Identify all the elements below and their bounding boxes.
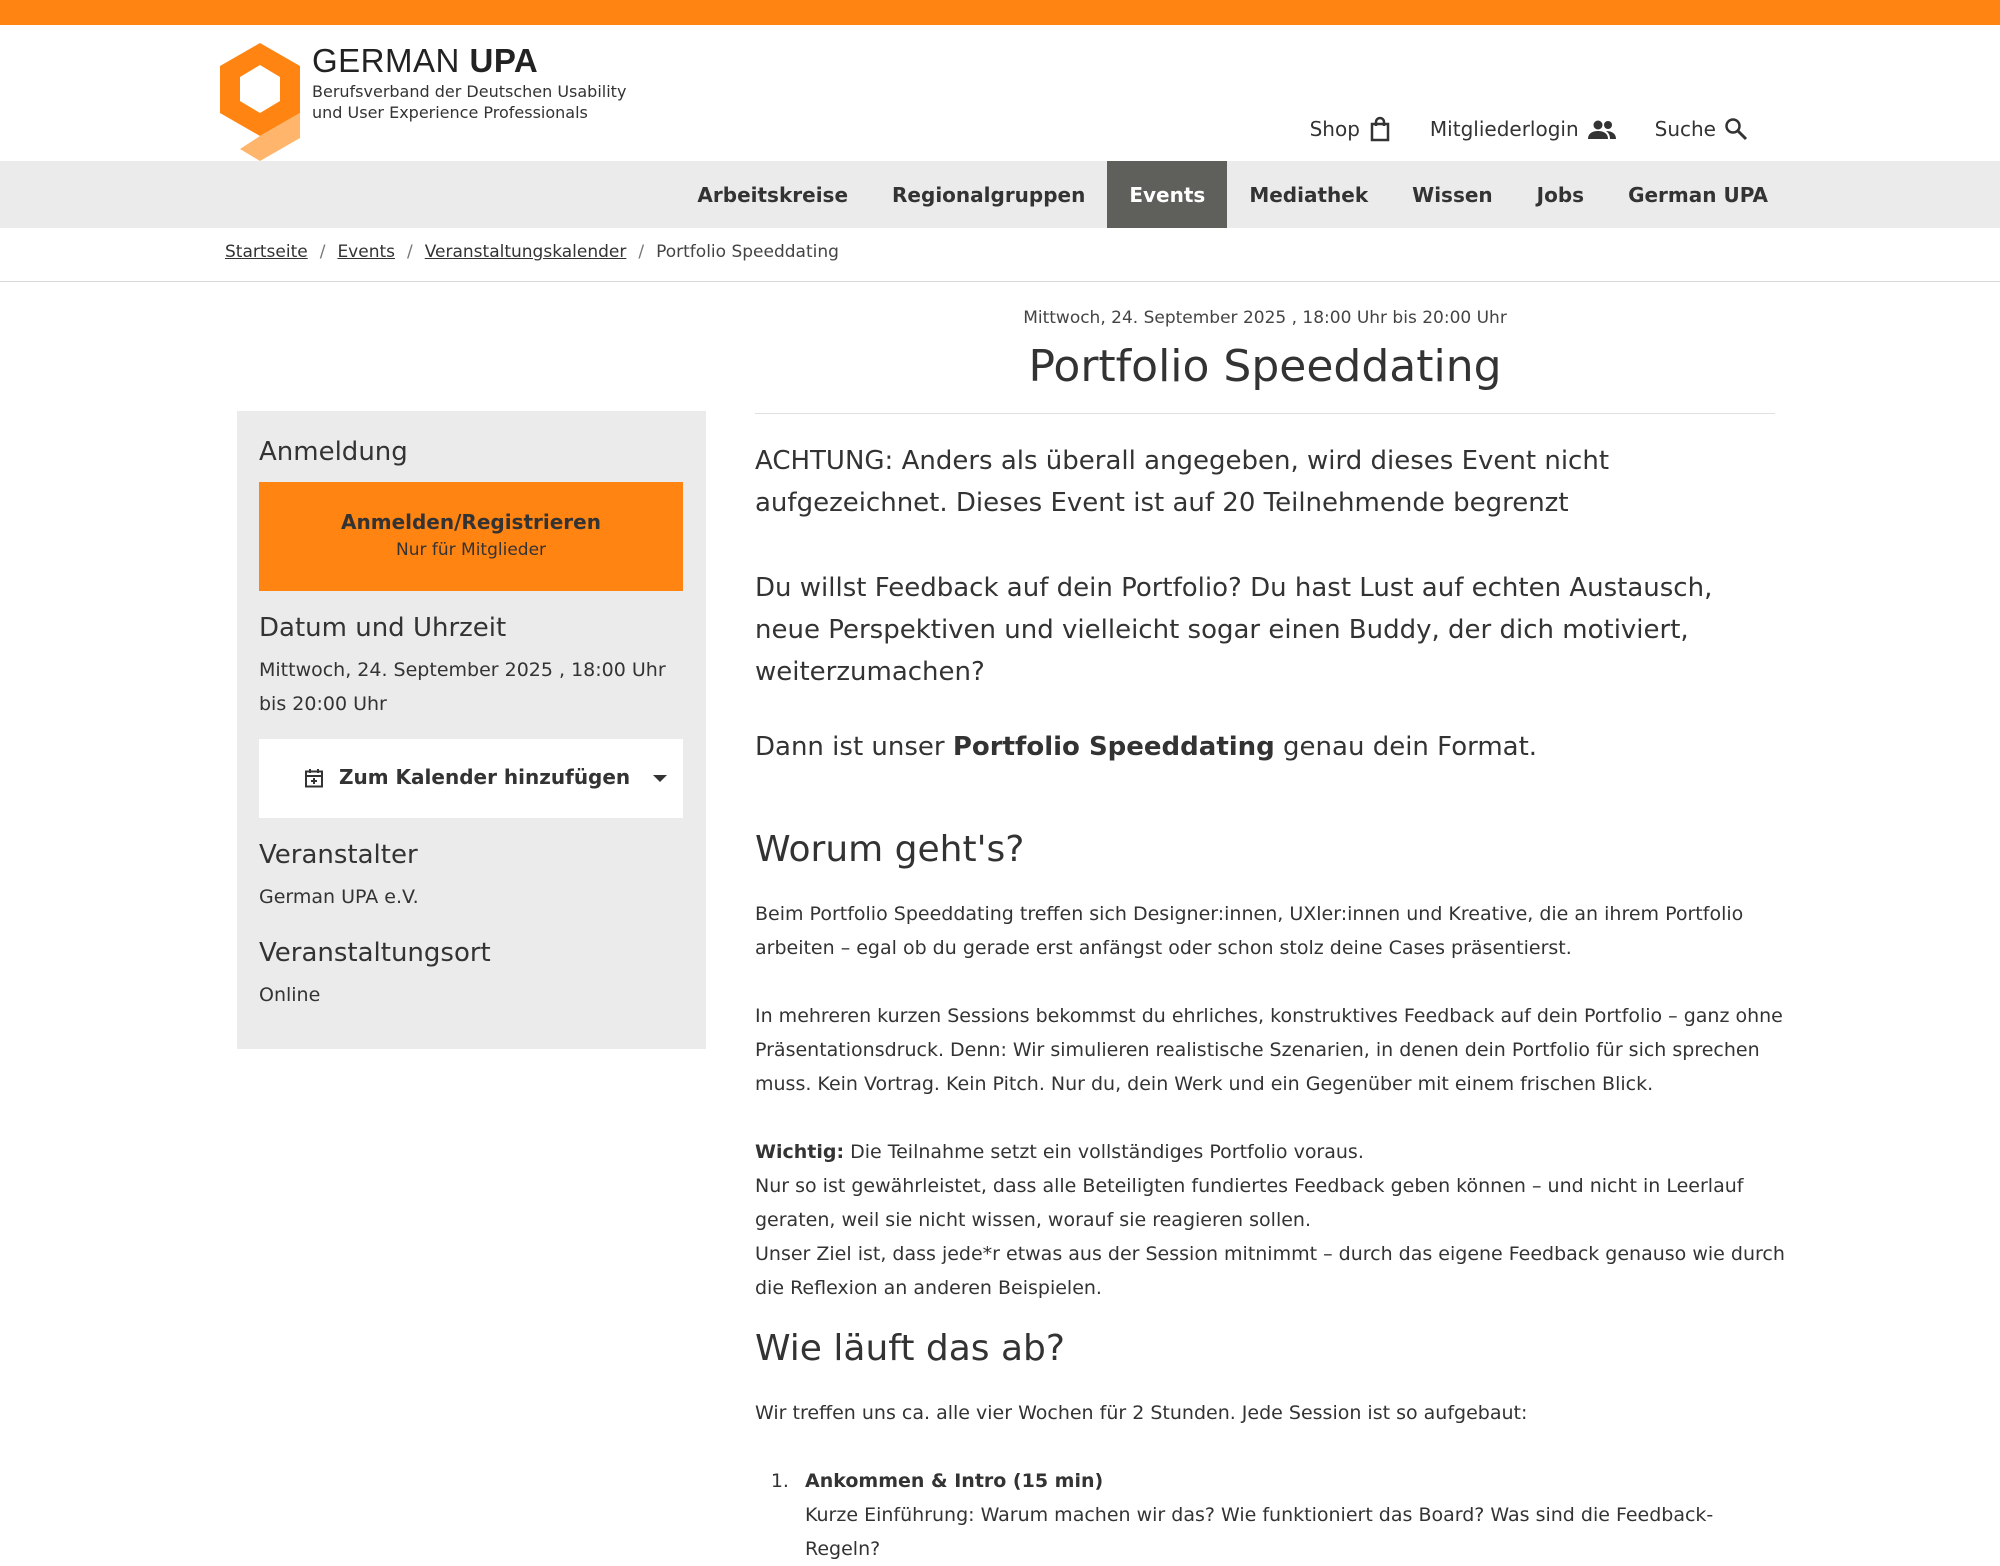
register-button[interactable] — [259, 482, 683, 591]
breadcrumb-startseite[interactable]: Startseite — [225, 242, 308, 262]
shopping-bag-icon — [1368, 116, 1392, 142]
breadcrumb-divider — [0, 281, 2000, 282]
brand-tagline: Berufsverband der Deutschen Usability und User Experience Professionals — [312, 82, 627, 122]
event-date: Mittwoch, 24. September 2025 , 18:00 Uhr bis 20:00 Uhr — [1023, 308, 1507, 328]
nav-item-german-upa[interactable]: German UPA — [1628, 182, 1768, 207]
main-nav — [0, 161, 2000, 228]
format-paragraph: Dann ist unser Portfolio Speeddating genau dein Format. — [755, 732, 1538, 762]
title-divider — [755, 413, 1775, 414]
about-paragraph-2: In mehreren kurzen Sessions bekommst du ehrliches, konstruktives Feedback auf dein Portfolio – ganz ohne Präsentationsdruck. Denn: Wir simulieren realistische Szenarien, in denen dein Portfolio für sich sprechen muss. Kein Vortrag. Kein Pitch. Nur du, dein Werk und ein Gegenüber mit einem frischen Blick. — [755, 1005, 1783, 1095]
brand-block[interactable] — [312, 41, 632, 123]
search-link[interactable] — [1655, 117, 1748, 141]
breadcrumb — [225, 242, 839, 262]
breadcrumb-veranstaltungskalender[interactable]: Veranstaltungskalender — [424, 242, 627, 262]
session-steps-list — [795, 1464, 1785, 1566]
notice-paragraph: ACHTUNG: Anders als überall angegeben, wird dieses Event nicht aufgezeichnet. Dieses Event ist auf 20 Teilnehmende begrenzt — [755, 446, 1610, 518]
chevron-down-icon — [653, 775, 667, 782]
member-login-label: Mitgliederlogin — [1429, 117, 1579, 141]
flow-heading: Wie läuft das ab? — [755, 1328, 1066, 1369]
flow-intro: Wir treffen uns ca. alle vier Wochen für 2 Stunden. Jede Session ist so aufgebaut: — [755, 1402, 1528, 1424]
organizer-heading: Veranstalter — [259, 840, 418, 870]
event-content — [755, 440, 1785, 1566]
step-title: Ankommen & Intro (15 min) — [805, 1470, 1104, 1492]
organizer-text: German UPA e.V. — [259, 886, 419, 908]
important-paragraph: Wichtig: Die Teilnahme setzt ein vollständiges Portfolio voraus. — [755, 1141, 1364, 1163]
list-item — [795, 1464, 1785, 1566]
member-login-link[interactable] — [1430, 117, 1617, 141]
add-to-calendar-button[interactable] — [259, 739, 683, 818]
intro-paragraph: Du willst Feedback auf dein Portfolio? Du hast Lust auf echten Austausch, neue Perspektiven und vielleicht sogar einen Buddy, der dich motiviert, weiterzumachen? — [755, 573, 1713, 687]
german-upa-logo[interactable] — [220, 43, 300, 161]
datetime-text: Mittwoch, 24. September 2025 , 18:00 Uhr bis 20:00 Uhr — [259, 659, 666, 715]
register-button-note: Nur für Mitglieder — [395, 540, 547, 560]
search-icon — [1724, 117, 1748, 141]
utility-nav — [1310, 116, 1748, 142]
location-text: Online — [259, 984, 321, 1006]
location-heading: Veranstaltungsort — [259, 938, 491, 968]
registration-heading: Anmeldung — [259, 437, 408, 467]
shop-link[interactable] — [1310, 116, 1392, 142]
breadcrumb-events[interactable]: Events — [337, 242, 395, 262]
site-header — [0, 25, 2000, 161]
calendar-plus-icon — [304, 768, 324, 788]
nav-item-jobs[interactable]: Jobs — [1536, 182, 1585, 207]
shop-label: Shop — [1309, 117, 1360, 141]
event-sidebar — [237, 411, 706, 1049]
page-title: Portfolio Speeddating — [1028, 341, 1502, 392]
nav-item-regionalgruppen[interactable]: Regionalgruppen — [892, 182, 1086, 207]
breadcrumb-current: Portfolio Speeddating — [656, 242, 839, 262]
important-paragraph-2: Nur so ist gewährleistet, dass alle Beteiligten fundiertes Feedback geben können – und nicht in Leerlauf geraten, weil sie nicht wissen, worauf sie reagieren sollen. — [755, 1175, 1744, 1231]
nav-item-wissen[interactable]: Wissen — [1412, 182, 1493, 207]
nav-item-mediathek[interactable]: Mediathek — [1249, 182, 1369, 207]
add-to-calendar-label: Zum Kalender hinzufügen — [339, 765, 631, 789]
datetime-heading: Datum und Uhrzeit — [259, 613, 507, 643]
about-heading: Worum geht's? — [755, 829, 1025, 870]
important-paragraph-3: Unser Ziel ist, dass jede*r etwas aus der Session mitnimmt – durch das eigene Feedback genauso wie durch die Reflexion an anderen Beispielen. — [755, 1243, 1785, 1299]
nav-item-events[interactable]: Events — [1107, 161, 1227, 228]
search-label: Suche — [1654, 117, 1716, 141]
register-button-label: Anmelden/Registrieren — [341, 510, 601, 534]
breadcrumb-separator: / — [407, 242, 413, 262]
nav-item-arbeitskreise[interactable]: Arbeitskreise — [697, 182, 849, 207]
people-icon — [1587, 119, 1617, 139]
brand-name: GERMAN UPA — [312, 42, 539, 79]
breadcrumb-separator: / — [319, 242, 326, 262]
about-paragraph-1: Beim Portfolio Speeddating treffen sich Designer:innen, UXler:innen und Kreative, die an ihrem Portfolio arbeiten – egal ob du gerade erst anfängst oder schon stolz deine Cases präsentierst. — [755, 903, 1744, 959]
step-text: Kurze Einführung: Warum machen wir das? Wie funktioniert das Board? Was sind die Feedback-Regeln? — [805, 1504, 1714, 1560]
breadcrumb-separator: / — [638, 242, 645, 262]
top-accent-stripe — [0, 0, 2000, 25]
